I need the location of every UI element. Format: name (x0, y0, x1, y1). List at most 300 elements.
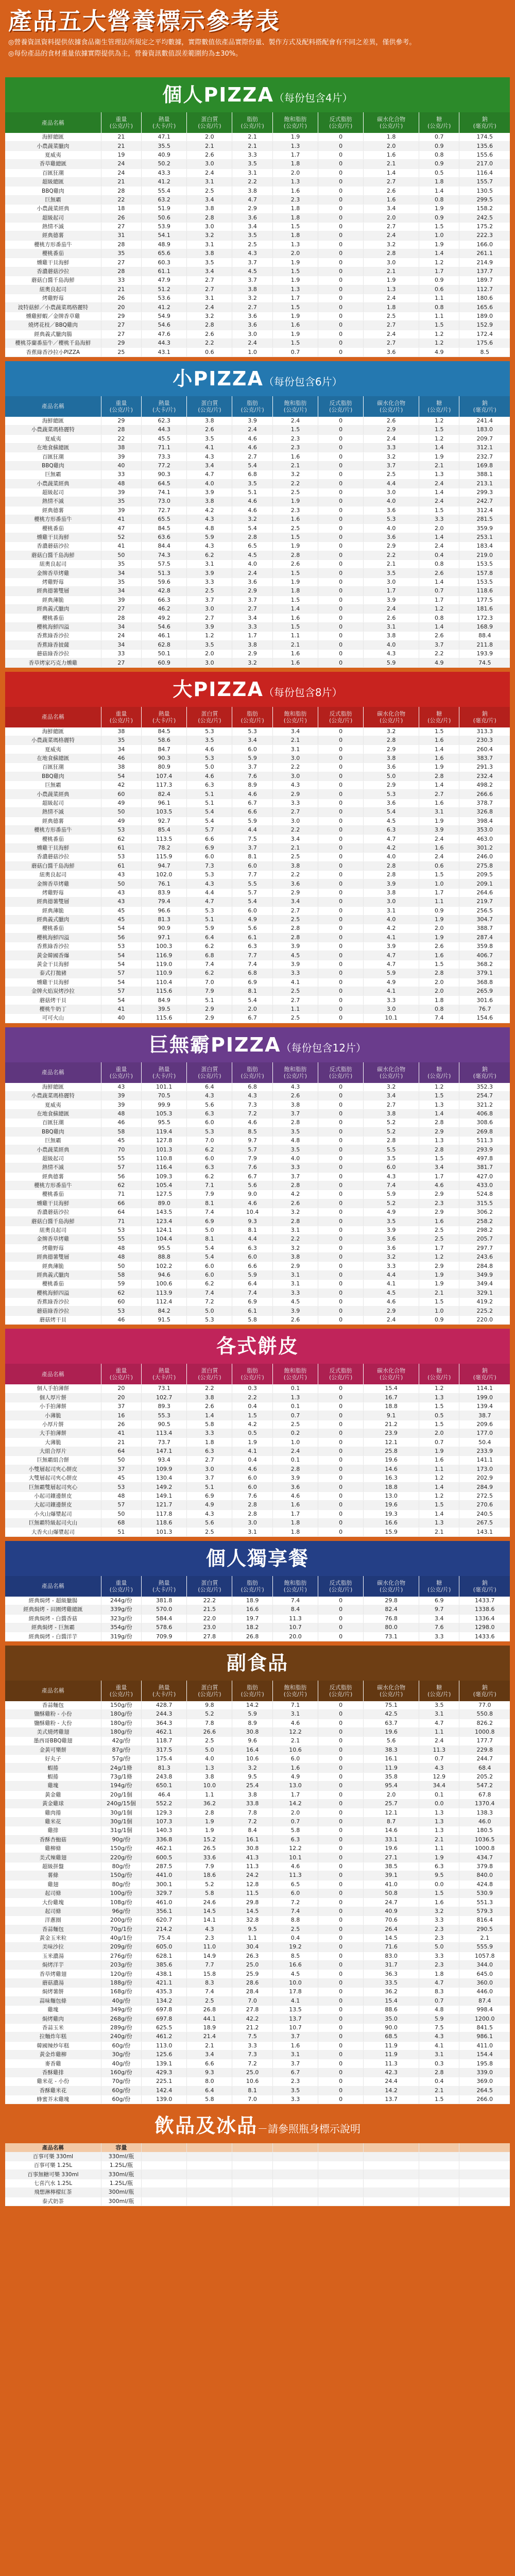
value-cell: 0 (318, 745, 364, 754)
value-cell: 230.3 (459, 736, 510, 745)
value-cell: 5.9 (232, 817, 272, 825)
product-name-cell: 金牌香草烤雞 (5, 879, 101, 888)
product-name-cell: 玉米濃湯 (5, 1952, 101, 1960)
table-row (5, 1438, 510, 1447)
value-cell: 53 (101, 1226, 141, 1234)
value-cell: 2.6 (272, 1199, 318, 1208)
value-cell: 298.2 (459, 1226, 510, 1234)
value-cell: 6.3 (187, 781, 232, 790)
table-row (5, 969, 510, 978)
value-cell: 0 (318, 969, 364, 978)
value-cell: 4.3 (272, 781, 318, 790)
value-cell: 149.1 (142, 1492, 187, 1500)
value-cell: 101.3 (142, 1145, 187, 1154)
value-cell: 1.5 (272, 426, 318, 434)
value-cell: 21 (101, 142, 141, 150)
product-name-cell: 香草烤家巧克力燻雞 (5, 658, 101, 667)
value-cell: 30g/份 (101, 2050, 141, 2059)
value-cell: 3.3 (419, 515, 459, 524)
section-title-giant (5, 1027, 510, 1062)
value-cell: 65.6 (142, 249, 187, 258)
value-cell: 4.8 (272, 1136, 318, 1145)
value-cell: 287.5 (142, 1862, 187, 1871)
value-cell: 5.9 (419, 2014, 459, 2023)
product-name-cell: 薯條 (5, 1871, 101, 1880)
value-cell: 2.2 (272, 479, 318, 488)
value-cell: 4.2 (187, 506, 232, 515)
value-cell: 6.0 (187, 1118, 232, 1127)
value-cell: 0 (318, 240, 364, 249)
product-name-cell: 起司條 (5, 1907, 101, 1916)
value-cell: 68.5 (364, 2032, 419, 2041)
value-cell: 579.3 (459, 1907, 510, 1916)
value-cell: 64.5 (142, 479, 187, 488)
product-name-cell: 蝦捲 (5, 1764, 101, 1772)
value-cell: 6.0 (272, 1889, 318, 1897)
value-cell: 1.2 (419, 1253, 459, 1262)
value-cell: 291.3 (459, 763, 510, 772)
section-gap (0, 1641, 515, 1646)
value-cell: 6.4 (187, 933, 232, 942)
column-header: 糖 (公克/片) (419, 707, 459, 727)
value-cell: 10.1 (364, 1014, 419, 1023)
product-name-cell: 百匯狂潮 (5, 168, 101, 177)
value-cell: 1.9 (419, 1853, 459, 1862)
table-row (5, 1782, 510, 1790)
value-cell: 1.5 (419, 1154, 459, 1163)
value-cell (187, 2152, 232, 2161)
value-cell: 16.3 (364, 1474, 419, 1483)
value-cell (419, 2161, 459, 2170)
value-cell (187, 2143, 232, 2152)
column-header: 熱量 (大卡/片) (142, 1062, 187, 1083)
value-cell: 268g/份 (101, 2014, 141, 2023)
column-header: 重量 (公克/片) (101, 1062, 141, 1083)
section-small (5, 361, 510, 668)
value-cell: 7.6 (232, 1492, 272, 1500)
value-cell: 7.6 (232, 772, 272, 781)
value-cell: 56 (101, 1172, 141, 1181)
value-cell: 84.7 (142, 745, 187, 754)
value-cell: 1.1 (419, 294, 459, 303)
value-cell: 353.0 (459, 826, 510, 835)
product-name-cell: 小農蔬菜臘肉 (5, 142, 101, 150)
value-cell: 42g/份 (101, 1737, 141, 1745)
value-cell: 53.6 (142, 294, 187, 303)
value-cell: 5.1 (232, 488, 272, 497)
value-cell: 356.1 (142, 1907, 187, 1916)
value-cell: 220.0 (459, 1315, 510, 1324)
value-cell: 0 (318, 338, 364, 347)
column-header: 產品名稱 (5, 112, 101, 133)
table-row (5, 2077, 510, 2086)
value-cell: 1.4 (419, 781, 459, 790)
value-cell: 13.7 (364, 2095, 419, 2104)
value-cell: 428.7 (142, 1701, 187, 1710)
value-cell: 349g/份 (101, 2006, 141, 2014)
value-cell: 26 (101, 213, 141, 222)
value-cell: 19.6 (364, 1844, 419, 1853)
value-cell: 3.9 (187, 488, 232, 497)
value-cell: 265.9 (459, 987, 510, 996)
value-cell: 62.8 (142, 640, 187, 649)
column-header: 重量 (公克/片) (101, 112, 141, 133)
value-cell: 1370.4 (459, 1800, 510, 1808)
value-cell: 4.6 (272, 1862, 318, 1871)
value-cell: 0.7 (272, 1411, 318, 1420)
column-header: 飽和脂肪 (公克/片) (272, 1681, 318, 1701)
value-cell: 2.0 (272, 1808, 318, 1817)
value-cell: 44.1 (187, 2014, 232, 2023)
value-cell: 14.2 (272, 1800, 318, 1808)
value-cell (142, 2188, 187, 2197)
product-name-cell: 在地食蘇總匯 (5, 1109, 101, 1118)
value-cell: 29.8 (232, 1898, 272, 1907)
value-cell: 0 (318, 452, 364, 461)
table-row (5, 2095, 510, 2104)
value-cell: 61.1 (142, 267, 187, 276)
value-cell: 5.1 (187, 915, 232, 924)
product-name-cell: 櫻桃方形番茄牛 (5, 826, 101, 835)
value-cell: 76.8 (364, 1614, 419, 1623)
table-row (5, 187, 510, 195)
value-cell: 4.6 (232, 1465, 272, 1473)
value-cell: 5.3 (364, 515, 419, 524)
value-cell: 15.4 (364, 1384, 419, 1393)
value-cell: 461.2 (142, 2032, 187, 2041)
value-cell: 4.3 (187, 1925, 232, 1934)
value-cell: 1338.6 (459, 1605, 510, 1614)
value-cell: 5.2 (364, 1127, 419, 1136)
table-row (5, 1262, 510, 1270)
value-cell: 2.7 (232, 303, 272, 312)
value-cell: 7.6 (232, 1163, 272, 1172)
value-cell: 5.0 (187, 1307, 232, 1315)
value-cell: 9.3 (232, 1217, 272, 1226)
value-cell: 2.1 (232, 133, 272, 142)
value-cell: 0 (318, 870, 364, 879)
product-name-cell: 紐奧良起司 (5, 560, 101, 569)
product-name-cell: 黃金韓國香爆 (5, 951, 101, 960)
table-row (5, 1474, 510, 1483)
value-cell: 118.6 (459, 587, 510, 596)
value-cell: 1200.0 (459, 2014, 510, 2023)
product-name-cell: 墨西哥BBQ雞翅 (5, 1737, 101, 1745)
value-cell: 1.8 (187, 1438, 232, 1447)
value-cell: 3.2 (364, 452, 419, 461)
value-cell: 50 (101, 879, 141, 888)
value-cell: 64 (101, 1447, 141, 1455)
value-cell: 1.3 (419, 1808, 459, 1817)
value-cell: 3.4 (232, 736, 272, 745)
value-cell (364, 2197, 419, 2206)
value-cell: 11.9 (364, 2041, 419, 2050)
value-cell: 5.4 (187, 1244, 232, 1252)
value-cell: 214.9 (459, 258, 510, 267)
value-cell: 130.4 (142, 1474, 187, 1483)
value-cell: 43 (101, 888, 141, 897)
value-cell: 11.3 (232, 1862, 272, 1871)
value-cell: 13.0 (272, 1782, 318, 1790)
value-cell: 0.4 (419, 2077, 459, 2086)
value-cell: 7.9 (187, 987, 232, 996)
section-solo (5, 1541, 510, 1641)
value-cell: 2.6 (272, 1091, 318, 1100)
value-cell: 2.8 (272, 924, 318, 933)
value-cell: 321.2 (459, 1100, 510, 1109)
value-cell: 2.5 (272, 1420, 318, 1429)
value-cell: 105.3 (142, 1109, 187, 1118)
value-cell: 2.2 (272, 763, 318, 772)
value-cell: 0 (318, 461, 364, 470)
value-cell: 9.0 (232, 1190, 272, 1199)
value-cell: 3.2 (364, 727, 419, 736)
value-cell: 0 (318, 1844, 364, 1853)
value-cell: 2.4 (187, 168, 232, 177)
value-cell: 0.8 (419, 614, 459, 622)
value-cell: 55 (101, 1154, 141, 1163)
value-cell: 5.8 (187, 2095, 232, 2104)
value-cell: 3.2 (232, 294, 272, 303)
product-name-cell: 櫻桃番茄 (5, 924, 101, 933)
value-cell: 1.5 (419, 1091, 459, 1100)
value-cell: 463.0 (459, 835, 510, 843)
value-cell: 3.7 (272, 1109, 318, 1118)
value-cell: 0.6 (419, 861, 459, 870)
value-cell: 150g/份 (101, 1844, 141, 1853)
value-cell: 1.2 (419, 258, 459, 267)
product-name-cell: 經典德薯雙層 (5, 1253, 101, 1262)
product-name-cell: 小農蔬菜經典 (5, 1145, 101, 1154)
value-cell: 4.9 (419, 658, 459, 667)
value-cell: 33 (101, 276, 141, 285)
value-cell: 0 (318, 2014, 364, 2023)
product-name-cell: 洋蔥圈 (5, 1916, 101, 1925)
table-row (5, 960, 510, 969)
value-cell: 3.4 (232, 222, 272, 231)
value-cell: 0 (318, 488, 364, 497)
table-row (5, 1411, 510, 1420)
value-cell: 24 (101, 632, 141, 640)
value-cell: 13.7 (272, 2014, 318, 2023)
table-row (5, 1701, 510, 1710)
value-cell: 0 (318, 1429, 364, 1438)
value-cell: 33 (101, 649, 141, 658)
value-cell: 50.1 (142, 649, 187, 658)
value-cell: 11.3 (364, 2059, 419, 2068)
product-name-cell: 櫻桃海鮮四溢 (5, 1289, 101, 1297)
table-row (5, 1623, 510, 1632)
value-cell (272, 2143, 318, 2152)
value-cell: 3.8 (364, 1109, 419, 1118)
value-cell: 65.5 (142, 515, 187, 524)
value-cell: 8.7 (364, 1817, 419, 1826)
value-cell: 242.5 (459, 213, 510, 222)
table-row (5, 231, 510, 240)
value-cell: 50.4 (459, 1438, 510, 1447)
product-name-cell: 金牌香草烤雞 (5, 569, 101, 578)
value-cell: 1.5 (272, 622, 318, 631)
value-cell: 53 (101, 1483, 141, 1492)
value-cell: 0 (318, 213, 364, 222)
value-cell: 0.4 (419, 551, 459, 560)
value-cell: 1.5 (272, 596, 318, 604)
product-name-cell: 小農蔬菜經典 (5, 205, 101, 213)
value-cell: 2.9 (364, 426, 419, 434)
value-cell: 41 (101, 1429, 141, 1438)
value-cell: 0 (318, 960, 364, 969)
value-cell: 193.9 (459, 649, 510, 658)
value-cell: 32.8 (232, 1916, 272, 1925)
value-cell: 1.3 (272, 142, 318, 150)
value-cell: 180g/份 (101, 1710, 141, 1719)
value-cell: 1.9 (272, 258, 318, 267)
table-header-row (5, 112, 510, 133)
product-name-cell: 烤雞野莓 (5, 888, 101, 897)
table-row (5, 160, 510, 168)
value-cell: 6.3 (187, 1163, 232, 1172)
value-cell: 0 (318, 808, 364, 817)
value-cell: 462.1 (142, 1844, 187, 1853)
table-row (5, 754, 510, 762)
value-cell: 102.7 (142, 1393, 187, 1402)
value-cell: 7.4 (232, 960, 272, 969)
value-cell: 2.2 (419, 649, 459, 658)
table-row (5, 906, 510, 915)
value-cell: 2.4 (187, 303, 232, 312)
value-cell: 2.1 (364, 160, 419, 168)
product-name-cell: 小農蔬菜經典 (5, 790, 101, 799)
value-cell: 3.6 (232, 312, 272, 320)
column-header: 反式脂肪 (公克/片) (318, 1681, 364, 1701)
value-cell: 19.3 (364, 1510, 419, 1518)
value-cell: 54.6 (142, 321, 187, 330)
section-gap (0, 2104, 515, 2108)
value-cell: 2.5 (364, 470, 419, 479)
value-cell: 8.9 (232, 1719, 272, 1727)
value-cell: 143.1 (459, 1528, 510, 1536)
table-row (5, 348, 510, 357)
value-cell: 1.6 (272, 614, 318, 622)
value-cell: 4.3 (364, 1172, 419, 1181)
value-cell: 84.4 (142, 542, 187, 551)
value-cell (419, 2170, 459, 2179)
value-cell: 3.5 (232, 231, 272, 240)
value-cell: 0 (318, 231, 364, 240)
value-cell: 3.2 (232, 1764, 272, 1772)
value-cell: 1.8 (272, 1528, 318, 1536)
value-cell: 9.6 (232, 1737, 272, 1745)
value-cell: 152.9 (459, 321, 510, 330)
value-cell: 2.8 (419, 772, 459, 781)
product-name-cell: 櫻桃海鮮四溢 (5, 933, 101, 942)
value-cell: 299.5 (459, 195, 510, 204)
value-cell: 1.7 (364, 587, 419, 596)
value-cell: 71 (101, 1217, 141, 1226)
value-cell (142, 2179, 187, 2188)
value-cell: 5.2 (187, 1880, 232, 1889)
value-cell: 1.0 (232, 348, 272, 357)
value-cell: 381.7 (459, 1163, 510, 1172)
value-cell: 5.6 (187, 1100, 232, 1109)
table-row (5, 1844, 510, 1853)
table-row (5, 1447, 510, 1455)
product-name-cell: 雞柳條 (5, 1844, 101, 1853)
table-row (5, 1402, 510, 1411)
value-cell: 1.7 (419, 1244, 459, 1252)
value-cell: 551.3 (459, 1898, 510, 1907)
value-cell: 2.7 (364, 222, 419, 231)
value-cell: 29 (101, 312, 141, 320)
value-cell: 107.4 (142, 772, 187, 781)
column-header: 蛋白質 (公克/片) (187, 1576, 232, 1597)
table-row (5, 587, 510, 596)
value-cell: 6.3 (187, 1447, 232, 1455)
value-cell: 1.3 (272, 285, 318, 294)
value-cell: 177.0 (459, 1429, 510, 1438)
value-cell: 4.5 (272, 1970, 318, 1978)
value-cell: 38.7 (459, 1411, 510, 1420)
value-cell: 0 (318, 1790, 364, 1799)
value-cell (419, 2143, 459, 2152)
value-cell: 261.1 (459, 249, 510, 258)
value-cell: 1298.0 (459, 1623, 510, 1632)
value-cell: 49 (101, 817, 141, 825)
value-cell: 20 (101, 303, 141, 312)
value-cell: 0 (318, 1253, 364, 1262)
value-cell: 40 (101, 1014, 141, 1023)
value-cell: 57 (101, 1501, 141, 1510)
table-row (5, 222, 510, 231)
table-row (5, 1871, 510, 1880)
value-cell: 73.7 (142, 1438, 187, 1447)
value-cell: 87.4 (459, 1996, 510, 2005)
value-cell: 3.0 (187, 222, 232, 231)
value-cell: 2.8 (364, 1136, 419, 1145)
value-cell: 4.8 (419, 2006, 459, 2014)
value-cell: 55 (101, 1235, 141, 1244)
value-cell: 8.1 (187, 1235, 232, 1244)
table-row (5, 1597, 510, 1605)
value-cell: 242.7 (459, 497, 510, 506)
section-subtitle: （每份包含4片） (273, 92, 353, 104)
value-cell: 0 (318, 987, 364, 996)
value-cell: 6.6 (187, 2059, 232, 2068)
column-header: 糖 (公克/片) (419, 1364, 459, 1384)
value-cell: 0 (318, 1835, 364, 1844)
value-cell: 26.8 (187, 2006, 232, 2014)
value-cell: 240g/份 (101, 2032, 141, 2041)
product-name-cell: 超級起司 (5, 799, 101, 807)
value-cell: 385.6 (142, 1961, 187, 1970)
table-row (5, 861, 510, 870)
value-cell: 1.1 (187, 1790, 232, 1799)
value-cell: 3.7 (232, 258, 272, 267)
value-cell: 270.6 (459, 1501, 510, 1510)
value-cell: 0 (318, 2086, 364, 2095)
product-name-cell: 個人手拍薄餅 (5, 1384, 101, 1393)
table-row (5, 506, 510, 515)
value-cell: 84.5 (142, 727, 187, 736)
value-cell: 4.6 (232, 790, 272, 799)
column-header: 蛋白質 (公克/片) (187, 112, 232, 133)
value-cell: 3.5 (272, 1145, 318, 1154)
value-cell: 0 (318, 1235, 364, 1244)
value-cell: 47.9 (142, 276, 187, 285)
value-cell: 42 (101, 781, 141, 790)
value-cell: 3.2 (272, 1208, 318, 1217)
value-cell: 0.8 (419, 195, 459, 204)
